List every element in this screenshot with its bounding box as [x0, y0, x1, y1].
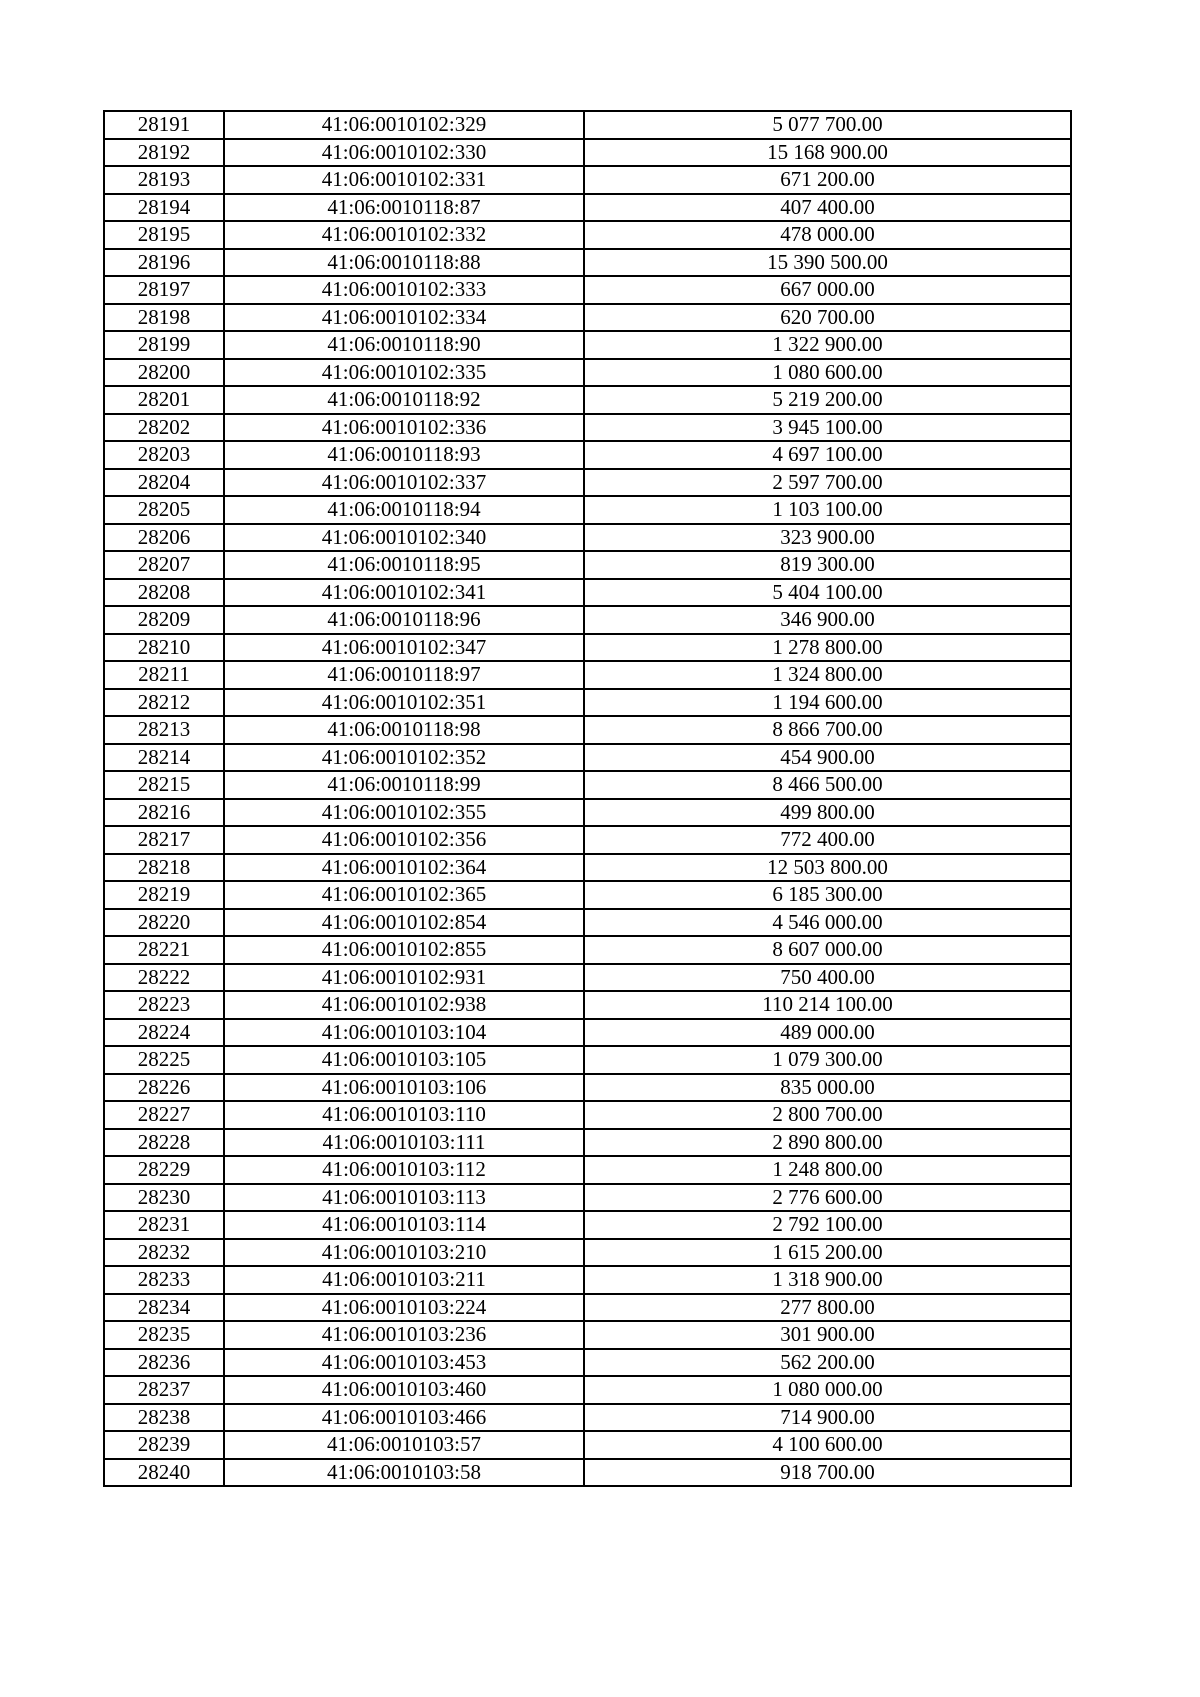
cadastral-number-cell: 41:06:0010103:111: [224, 1129, 584, 1157]
cadastral-number-cell: 41:06:0010103:211: [224, 1266, 584, 1294]
row-number-cell: 28219: [104, 881, 224, 909]
cadastral-value-cell: 15 390 500.00: [584, 249, 1071, 277]
row-number-cell: 28226: [104, 1074, 224, 1102]
cadastral-value-cell: 1 194 600.00: [584, 689, 1071, 717]
cadastral-number-cell: 41:06:0010103:58: [224, 1459, 584, 1487]
cadastral-number-cell: 41:06:0010118:95: [224, 551, 584, 579]
row-number-cell: 28194: [104, 194, 224, 222]
row-number-cell: 28225: [104, 1046, 224, 1074]
row-number-cell: 28232: [104, 1239, 224, 1267]
row-number-cell: 28200: [104, 359, 224, 387]
table-row: [104, 744, 1071, 772]
cadastral-value-cell: 4 100 600.00: [584, 1431, 1071, 1459]
table-row: [104, 386, 1071, 414]
table-row: [104, 139, 1071, 167]
cadastral-number-cell: 41:06:0010103:57: [224, 1431, 584, 1459]
cadastral-value-cell: 1 080 000.00: [584, 1376, 1071, 1404]
table-row: [104, 1184, 1071, 1212]
row-number-cell: 28222: [104, 964, 224, 992]
table-row: [104, 551, 1071, 579]
row-number-cell: 28202: [104, 414, 224, 442]
cadastral-value-cell: 750 400.00: [584, 964, 1071, 992]
row-number-cell: 28231: [104, 1211, 224, 1239]
cadastral-value-cell: 772 400.00: [584, 826, 1071, 854]
cadastral-value-cell: 1 278 800.00: [584, 634, 1071, 662]
cadastral-value-cell: 8 866 700.00: [584, 716, 1071, 744]
row-number-cell: 28192: [104, 139, 224, 167]
row-number-cell: 28215: [104, 771, 224, 799]
table-row: [104, 496, 1071, 524]
cadastral-value-cell: 5 219 200.00: [584, 386, 1071, 414]
row-number-cell: 28205: [104, 496, 224, 524]
cadastral-number-cell: 41:06:0010102:854: [224, 909, 584, 937]
cadastral-number-cell: 41:06:0010102:931: [224, 964, 584, 992]
cadastral-number-cell: 41:06:0010102:356: [224, 826, 584, 854]
row-number-cell: 28214: [104, 744, 224, 772]
table-row: [104, 359, 1071, 387]
cadastral-value-cell: 835 000.00: [584, 1074, 1071, 1102]
cadastral-number-cell: 41:06:0010102:347: [224, 634, 584, 662]
cadastral-value-cell: 15 168 900.00: [584, 139, 1071, 167]
cadastral-number-cell: 41:06:0010103:236: [224, 1321, 584, 1349]
row-number-cell: 28198: [104, 304, 224, 332]
row-number-cell: 28213: [104, 716, 224, 744]
row-number-cell: 28233: [104, 1266, 224, 1294]
table-row: [104, 1321, 1071, 1349]
row-number-cell: 28221: [104, 936, 224, 964]
table-row: [104, 1019, 1071, 1047]
cadastral-number-cell: 41:06:0010102:855: [224, 936, 584, 964]
row-number-cell: 28209: [104, 606, 224, 634]
table-row: [104, 1074, 1071, 1102]
row-number-cell: 28211: [104, 661, 224, 689]
row-number-cell: 28201: [104, 386, 224, 414]
row-number-cell: 28223: [104, 991, 224, 1019]
cadastral-value-cell: 323 900.00: [584, 524, 1071, 552]
cadastral-number-cell: 41:06:0010103:106: [224, 1074, 584, 1102]
cadastral-number-cell: 41:06:0010102:341: [224, 579, 584, 607]
row-number-cell: 28206: [104, 524, 224, 552]
table-row: [104, 1349, 1071, 1377]
row-number-cell: 28199: [104, 331, 224, 359]
table-row: [104, 964, 1071, 992]
cadastral-number-cell: 41:06:0010103:110: [224, 1101, 584, 1129]
cadastral-value-cell: 478 000.00: [584, 221, 1071, 249]
cadastral-value-cell: 2 890 800.00: [584, 1129, 1071, 1157]
table-row: [104, 689, 1071, 717]
cadastral-value-cell: 110 214 100.00: [584, 991, 1071, 1019]
table-row: [104, 166, 1071, 194]
row-number-cell: 28234: [104, 1294, 224, 1322]
cadastral-number-cell: 41:06:0010118:93: [224, 441, 584, 469]
table-row: [104, 854, 1071, 882]
cadastral-number-cell: 41:06:0010118:98: [224, 716, 584, 744]
cadastral-number-cell: 41:06:0010118:90: [224, 331, 584, 359]
cadastral-value-cell: 562 200.00: [584, 1349, 1071, 1377]
cadastral-number-cell: 41:06:0010102:335: [224, 359, 584, 387]
row-number-cell: 28238: [104, 1404, 224, 1432]
table-row: [104, 1239, 1071, 1267]
cadastral-number-cell: 41:06:0010102:333: [224, 276, 584, 304]
cadastral-number-cell: 41:06:0010118:87: [224, 194, 584, 222]
cadastral-value-cell: 819 300.00: [584, 551, 1071, 579]
cadastral-number-cell: 41:06:0010102:355: [224, 799, 584, 827]
table-body: [104, 111, 1071, 1486]
cadastral-number-cell: 41:06:0010118:99: [224, 771, 584, 799]
table-row: [104, 111, 1071, 139]
row-number-cell: 28208: [104, 579, 224, 607]
cadastral-number-cell: 41:06:0010102:334: [224, 304, 584, 332]
cadastral-value-cell: 2 792 100.00: [584, 1211, 1071, 1239]
cadastral-value-cell: 1 615 200.00: [584, 1239, 1071, 1267]
table-row: [104, 606, 1071, 634]
table-row: [104, 826, 1071, 854]
table-row: [104, 441, 1071, 469]
table-row: [104, 331, 1071, 359]
table-row: [104, 716, 1071, 744]
row-number-cell: 28216: [104, 799, 224, 827]
cadastral-value-cell: 6 185 300.00: [584, 881, 1071, 909]
cadastral-value-cell: 4 697 100.00: [584, 441, 1071, 469]
cadastral-number-cell: 41:06:0010102:340: [224, 524, 584, 552]
row-number-cell: 28197: [104, 276, 224, 304]
cadastral-number-cell: 41:06:0010102:329: [224, 111, 584, 139]
cadastral-value-cell: 671 200.00: [584, 166, 1071, 194]
cadastral-value-cell: 2 776 600.00: [584, 1184, 1071, 1212]
cadastral-value-cell: 489 000.00: [584, 1019, 1071, 1047]
table-row: [104, 1129, 1071, 1157]
cadastral-value-cell: 499 800.00: [584, 799, 1071, 827]
cadastral-value-cell: 8 607 000.00: [584, 936, 1071, 964]
cadastral-number-cell: 41:06:0010102:332: [224, 221, 584, 249]
row-number-cell: 28191: [104, 111, 224, 139]
cadastral-value-table: [103, 110, 1072, 1487]
cadastral-value-cell: 1 248 800.00: [584, 1156, 1071, 1184]
row-number-cell: 28204: [104, 469, 224, 497]
table-row: [104, 579, 1071, 607]
table-row: [104, 1459, 1071, 1487]
cadastral-value-cell: 8 466 500.00: [584, 771, 1071, 799]
table-row: [104, 1101, 1071, 1129]
table-row: [104, 661, 1071, 689]
table-row: [104, 936, 1071, 964]
row-number-cell: 28210: [104, 634, 224, 662]
cadastral-value-cell: 667 000.00: [584, 276, 1071, 304]
row-number-cell: 28229: [104, 1156, 224, 1184]
table-row: [104, 771, 1071, 799]
table-row: [104, 799, 1071, 827]
row-number-cell: 28196: [104, 249, 224, 277]
cadastral-value-cell: 407 400.00: [584, 194, 1071, 222]
cadastral-number-cell: 41:06:0010102:351: [224, 689, 584, 717]
table-row: [104, 1431, 1071, 1459]
cadastral-number-cell: 41:06:0010118:88: [224, 249, 584, 277]
cadastral-value-cell: 3 945 100.00: [584, 414, 1071, 442]
cadastral-value-cell: 1 324 800.00: [584, 661, 1071, 689]
cadastral-value-cell: 454 900.00: [584, 744, 1071, 772]
table-row: [104, 1046, 1071, 1074]
cadastral-value-cell: 620 700.00: [584, 304, 1071, 332]
cadastral-number-cell: 41:06:0010103:113: [224, 1184, 584, 1212]
cadastral-number-cell: 41:06:0010103:453: [224, 1349, 584, 1377]
cadastral-number-cell: 41:06:0010103:466: [224, 1404, 584, 1432]
cadastral-number-cell: 41:06:0010103:104: [224, 1019, 584, 1047]
cadastral-number-cell: 41:06:0010118:96: [224, 606, 584, 634]
row-number-cell: 28218: [104, 854, 224, 882]
cadastral-number-cell: 41:06:0010102:331: [224, 166, 584, 194]
row-number-cell: 28212: [104, 689, 224, 717]
table-row: [104, 414, 1071, 442]
cadastral-number-cell: 41:06:0010103:460: [224, 1376, 584, 1404]
cadastral-value-cell: 2 800 700.00: [584, 1101, 1071, 1129]
table-row: [104, 469, 1071, 497]
cadastral-value-cell: 277 800.00: [584, 1294, 1071, 1322]
cadastral-value-cell: 5 077 700.00: [584, 111, 1071, 139]
row-number-cell: 28217: [104, 826, 224, 854]
cadastral-value-cell: 2 597 700.00: [584, 469, 1071, 497]
row-number-cell: 28228: [104, 1129, 224, 1157]
cadastral-number-cell: 41:06:0010102:336: [224, 414, 584, 442]
cadastral-number-cell: 41:06:0010103:224: [224, 1294, 584, 1322]
row-number-cell: 28235: [104, 1321, 224, 1349]
row-number-cell: 28193: [104, 166, 224, 194]
cadastral-value-cell: 346 900.00: [584, 606, 1071, 634]
table-row: [104, 221, 1071, 249]
cadastral-number-cell: 41:06:0010103:210: [224, 1239, 584, 1267]
table-row: [104, 881, 1071, 909]
row-number-cell: 28227: [104, 1101, 224, 1129]
cadastral-number-cell: 41:06:0010103:105: [224, 1046, 584, 1074]
table-row: [104, 304, 1071, 332]
cadastral-value-cell: 12 503 800.00: [584, 854, 1071, 882]
row-number-cell: 28220: [104, 909, 224, 937]
row-number-cell: 28195: [104, 221, 224, 249]
cadastral-value-cell: 1 322 900.00: [584, 331, 1071, 359]
cadastral-value-cell: 4 546 000.00: [584, 909, 1071, 937]
row-number-cell: 28239: [104, 1431, 224, 1459]
row-number-cell: 28240: [104, 1459, 224, 1487]
cadastral-value-cell: 1 103 100.00: [584, 496, 1071, 524]
cadastral-value-cell: 714 900.00: [584, 1404, 1071, 1432]
row-number-cell: 28236: [104, 1349, 224, 1377]
table-row: [104, 194, 1071, 222]
cadastral-number-cell: 41:06:0010103:112: [224, 1156, 584, 1184]
table-row: [104, 1404, 1071, 1432]
table-row: [104, 1266, 1071, 1294]
cadastral-value-cell: 5 404 100.00: [584, 579, 1071, 607]
table-row: [104, 524, 1071, 552]
cadastral-number-cell: 41:06:0010102:364: [224, 854, 584, 882]
row-number-cell: 28203: [104, 441, 224, 469]
table-row: [104, 1156, 1071, 1184]
cadastral-value-cell: 1 080 600.00: [584, 359, 1071, 387]
table-row: [104, 909, 1071, 937]
cadastral-number-cell: 41:06:0010118:92: [224, 386, 584, 414]
cadastral-number-cell: 41:06:0010102:938: [224, 991, 584, 1019]
cadastral-number-cell: 41:06:0010102:352: [224, 744, 584, 772]
row-number-cell: 28230: [104, 1184, 224, 1212]
table-row: [104, 1211, 1071, 1239]
row-number-cell: 28207: [104, 551, 224, 579]
table-row: [104, 1376, 1071, 1404]
cadastral-number-cell: 41:06:0010102:337: [224, 469, 584, 497]
row-number-cell: 28224: [104, 1019, 224, 1047]
cadastral-value-cell: 1 318 900.00: [584, 1266, 1071, 1294]
table-row: [104, 249, 1071, 277]
cadastral-number-cell: 41:06:0010118:97: [224, 661, 584, 689]
cadastral-number-cell: 41:06:0010102:365: [224, 881, 584, 909]
cadastral-value-cell: 918 700.00: [584, 1459, 1071, 1487]
table-row: [104, 634, 1071, 662]
row-number-cell: 28237: [104, 1376, 224, 1404]
table-row: [104, 1294, 1071, 1322]
cadastral-number-cell: 41:06:0010103:114: [224, 1211, 584, 1239]
cadastral-value-cell: 1 079 300.00: [584, 1046, 1071, 1074]
cadastral-number-cell: 41:06:0010102:330: [224, 139, 584, 167]
table-row: [104, 991, 1071, 1019]
cadastral-value-cell: 301 900.00: [584, 1321, 1071, 1349]
table-row: [104, 276, 1071, 304]
cadastral-number-cell: 41:06:0010118:94: [224, 496, 584, 524]
